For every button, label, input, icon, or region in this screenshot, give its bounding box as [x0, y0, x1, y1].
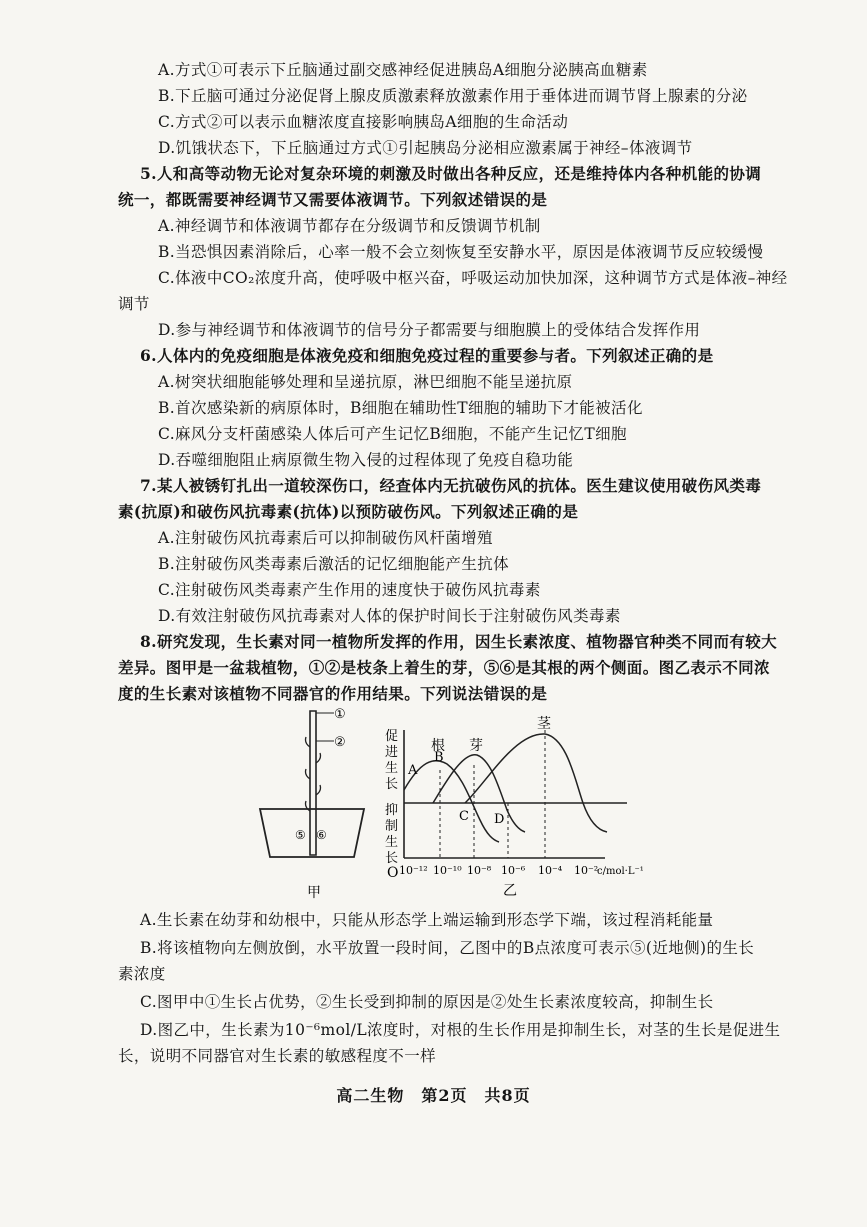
- point-c: C: [459, 809, 469, 824]
- page-footer: 高二生物 第2页 共8页: [336, 1086, 531, 1105]
- bud-marks: [306, 737, 321, 811]
- text-line: A.树突状细胞能够处理和呈递抗原，淋巴细胞不能呈递抗原: [158, 373, 573, 391]
- x-tick-label: 10⁻¹²: [399, 864, 428, 877]
- text-line: A.生长素在幼芽和幼根中，只能从形态学上端运输到形态学下端，该过程消耗能量: [140, 911, 714, 929]
- root-5-label: ⑤: [295, 828, 306, 842]
- label-stem: 茎: [537, 716, 551, 732]
- text-line: C.方式②可以表示血糖浓度直接影响胰岛A细胞的生命活动: [158, 113, 569, 131]
- root-6-label: ⑥: [316, 828, 327, 842]
- text-line: 7.某人被锈钉扎出一道较深伤口，经查体内无抗破伤风的抗体。医生建议使用破伤风类毒: [140, 476, 762, 495]
- text-line: A.注射破伤风抗毒素后可以抑制破伤风杆菌增殖: [158, 529, 493, 547]
- text-line: 8.研究发现，生长素对同一植物所发挥的作用，因生长素浓度、植物器官种类不同而有较大: [140, 632, 778, 651]
- point-d: D: [494, 812, 505, 827]
- text-line: C.图甲中①生长占优势，②生长受到抑制的原因是②处生长素浓度较高，抑制生长: [140, 993, 714, 1011]
- text-line: 度的生长素对该植物不同器官的作用结果。下列说法错误的是: [118, 684, 548, 703]
- point-b: B: [434, 750, 444, 765]
- label-bud: 芽: [469, 738, 483, 754]
- text-line: 6.人体内的免疫细胞是体液免疫和细胞免疫过程的重要参与者。下列叙述正确的是: [140, 346, 714, 365]
- x-tick-labels: [399, 864, 598, 877]
- text-line: D.参与神经调节和体液调节的信号分子都需要与细胞膜上的受体结合发挥作用: [158, 321, 701, 339]
- x-tick-label: 10⁻²: [574, 864, 599, 877]
- svg-text:进: 进: [385, 745, 399, 760]
- text-line: D.饥饿状态下，下丘脑通过方式①引起胰岛分泌相应激素属于神经–体液调节: [158, 139, 693, 157]
- text-line: 差异。图甲是一盆栽植物，①②是枝条上着生的芽，⑤⑥是其根的两个侧面。图乙表示不同浓: [118, 658, 770, 677]
- text-line: 调节: [118, 295, 150, 313]
- point-a: A: [408, 763, 418, 778]
- label-root: 根: [431, 738, 445, 754]
- svg-text:抑: 抑: [385, 803, 399, 818]
- svg-text:促: 促: [385, 729, 399, 744]
- svg-text:制: 制: [385, 819, 399, 834]
- x-tick-label: 10⁻¹⁰: [433, 864, 462, 877]
- text-line: B.将该植物向左侧放倒，水平放置一段时间，乙图中的B点浓度可表示⑤(近地侧)的生长: [140, 939, 755, 957]
- x-unit-label: c/mol·L⁻¹: [597, 866, 644, 877]
- bud-curve: [433, 755, 525, 832]
- text-line: B.注射破伤风类毒素后激活的记忆细胞能产生抗体: [158, 555, 510, 573]
- x-tick-label: 10⁻⁸: [467, 864, 492, 877]
- text-line: 素浓度: [118, 965, 166, 983]
- bud-1-label: ①: [334, 707, 346, 722]
- y-label-promote: [385, 729, 398, 792]
- text-line: D.有效注射破伤风抗毒素对人体的保护时间长于注射破伤风类毒素: [158, 607, 621, 625]
- stem-curve: [465, 734, 607, 832]
- figure-yi: [375, 710, 665, 910]
- text-line: 统一，都既需要神经调节又需要体液调节。下列叙述错误的是: [118, 190, 548, 209]
- svg-text:长: 长: [385, 851, 399, 866]
- text-line: C.体液中CO₂浓度升高，使呼吸中枢兴奋，呼吸运动加快加深，这种调节方式是体液–神经: [158, 269, 788, 287]
- y-label-inhibit: [385, 802, 398, 866]
- text-line: C.麻风分支杆菌感染人体后可产生记忆B细胞，不能产生记忆T细胞: [158, 425, 627, 443]
- text-line: 素(抗原)和破伤风抗毒素(抗体)以预防破伤风。下列叙述正确的是: [118, 502, 579, 521]
- svg-text:生: 生: [385, 761, 399, 776]
- figure-jia: [250, 705, 375, 905]
- text-line: D.图乙中，生长素为10⁻⁶mol/L浓度时，对根的生长作用是抑制生长，对茎的生长是促进生: [140, 1021, 781, 1039]
- flower-pot: [260, 809, 364, 857]
- text-line: D.吞噬细胞阻止病原微生物入侵的过程体现了免疫自稳功能: [158, 451, 574, 469]
- x-tick-label: 10⁻⁴: [538, 864, 563, 877]
- svg-text:生: 生: [385, 835, 399, 850]
- text-line: A.神经调节和体液调节都存在分级调节和反馈调节机制: [158, 217, 541, 235]
- text-line: B.当恐惧因素消除后，心率一般不会立刻恢复至安静水平，原因是体液调节反应较缓慢: [158, 243, 764, 261]
- text-line: A.方式①可表示下丘脑通过副交感神经促进胰岛A细胞分泌胰高血糖素: [158, 61, 648, 79]
- figure-jia-caption: 甲: [307, 885, 321, 901]
- x-tick-label: 10⁻⁶: [501, 864, 526, 877]
- bud-2-label: ②: [334, 735, 346, 750]
- text-line: 5.人和高等动物无论对复杂环境的刺激及时做出各种反应，还是维持体内各种机能的协调: [140, 164, 762, 183]
- text-line: 长，说明不同器官对生长素的敏感程度不一样: [118, 1047, 437, 1065]
- origin-label: O: [387, 865, 399, 881]
- figure-yi-caption: 乙: [503, 883, 517, 899]
- text-line: B.首次感染新的病原体时，B细胞在辅助性T细胞的辅助下才能被活化: [158, 399, 643, 417]
- svg-text:长: 长: [385, 777, 399, 792]
- text-line: C.注射破伤风类毒素产生作用的速度快于破伤风抗毒素: [158, 581, 541, 599]
- text-line: B.下丘脑可通过分泌促肾上腺皮质激素释放激素作用于垂体进而调节肾上腺素的分泌: [158, 87, 748, 105]
